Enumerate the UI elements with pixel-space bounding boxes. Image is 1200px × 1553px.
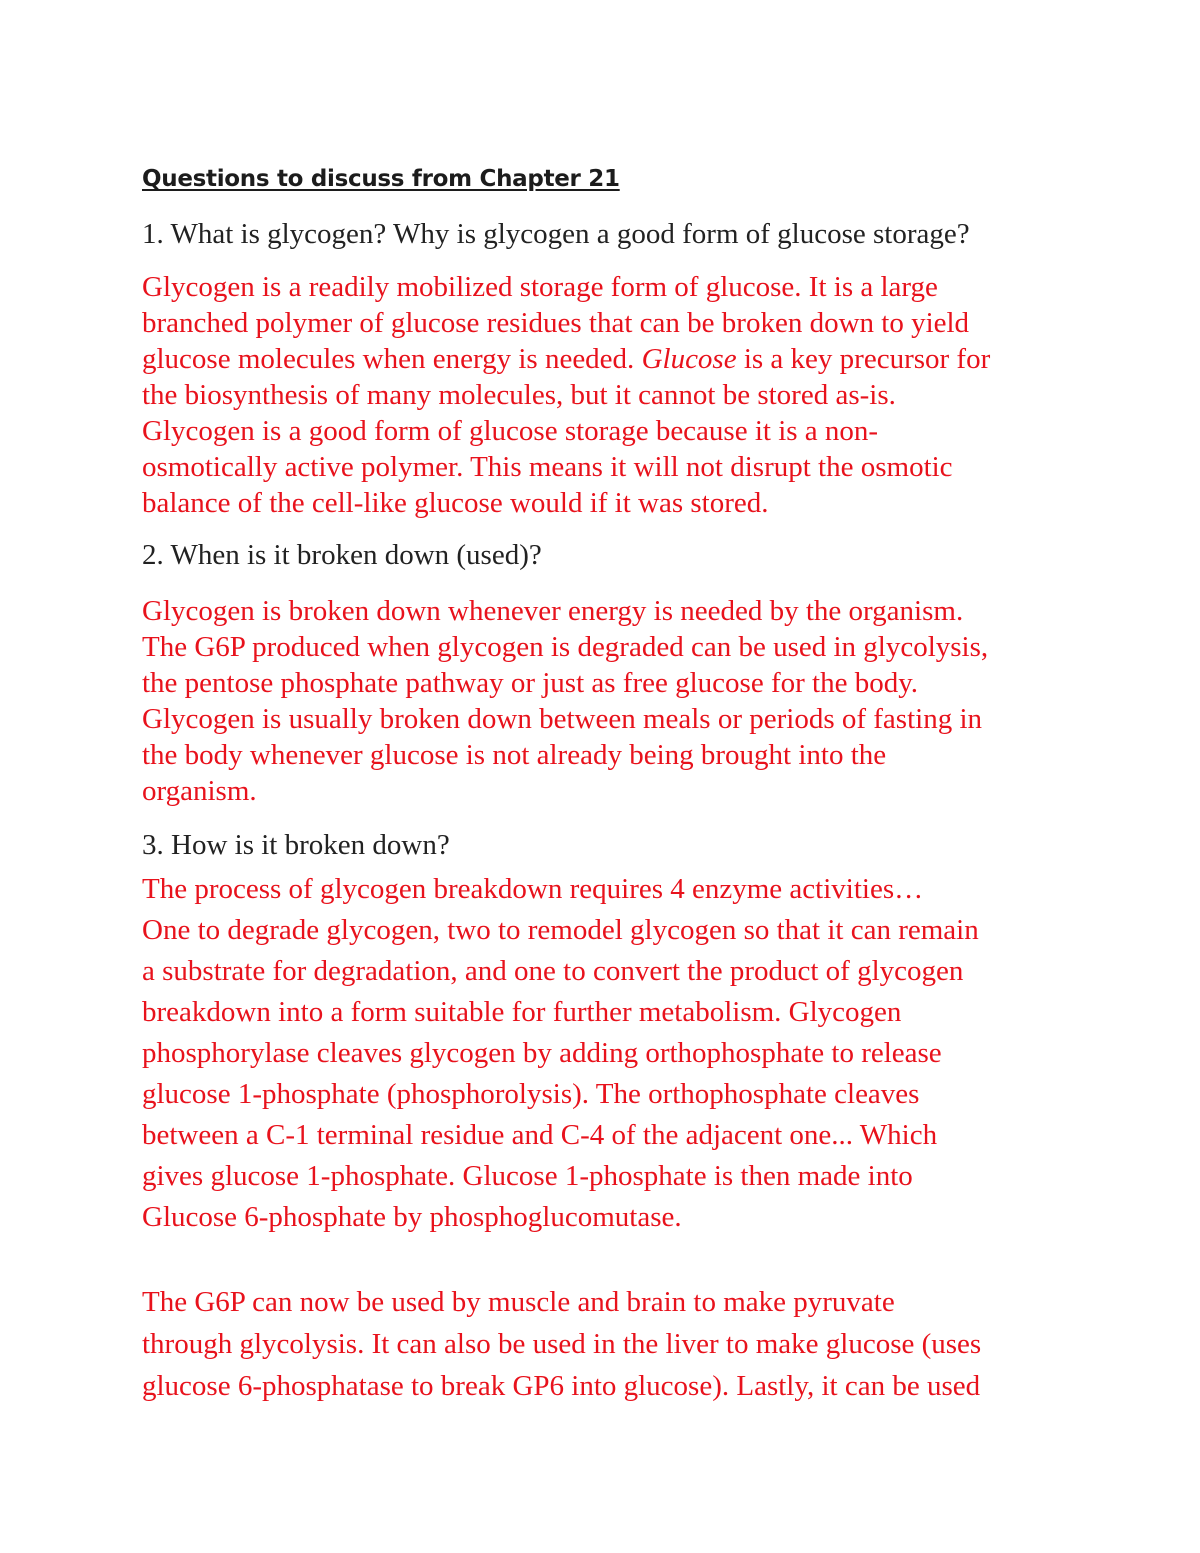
answer-line: glucose 6-phosphatase to break GP6 into glucose). Lastly, it can be used [142,1370,981,1402]
answer-line: Glucose 6-phosphate by phosphoglucomutase. [142,1201,682,1233]
question-2: 2. When is it broken down (used)? [142,539,542,571]
answer-3 [142,869,1082,1238]
answer-text: glucose molecules when energy is needed. [142,343,635,375]
answer-line: branched polymer of glucose residues that can be broken down to yield [142,307,970,339]
answer-line: One to degrade glycogen, two to remodel glycogen so that it can remain [142,914,979,946]
answer-1 [142,269,1082,521]
question-3: 3. How is it broken down? [142,829,450,861]
answer-line: a substrate for degradation, and one to convert the product of glycogen [142,955,964,987]
answer-line: The G6P produced when glycogen is degraded can be used in glycolysis, [142,631,989,663]
question-1: 1. What is glycogen? Why is glycogen a good form of glucose storage? [142,218,970,250]
answer-line: Glycogen is a good form of glucose storage because it is a non- [142,415,879,447]
answer-line: the biosynthesis of many molecules, but it cannot be stored as-is. [142,379,896,411]
answer-2 [142,593,1082,809]
italic-term: Glucose [641,343,737,375]
answer-line [142,341,1082,377]
answer-line: the pentose phosphate pathway or just as free glucose for the body. [142,667,919,699]
answer-line: breakdown into a form suitable for further metabolism. Glycogen [142,996,902,1028]
answer-line: the body whenever glucose is not already being brought into the [142,739,887,771]
answer-line: Glycogen is broken down whenever energy is needed by the organism. [142,595,964,627]
page-title: Questions to discuss from Chapter 21 [142,166,620,192]
answer-text: is a key precursor for [736,343,991,375]
answer-line: balance of the cell-like glucose would if it was stored. [142,487,769,519]
answer-line: between a C-1 terminal residue and C-4 of the adjacent one... Which [142,1119,938,1151]
answer-line: glucose 1-phosphate (phosphorolysis). The orthophosphate cleaves [142,1078,920,1110]
answer-line: phosphorylase cleaves glycogen by adding orthophosphate to release [142,1037,942,1069]
answer-line: Glycogen is a readily mobilized storage form of glucose. It is a large [142,271,938,303]
answer-line: osmotically active polymer. This means it will not disrupt the osmotic [142,451,953,483]
answer-line: gives glucose 1-phosphate. Glucose 1-phosphate is then made into [142,1160,913,1192]
answer-line: organism. [142,775,257,807]
answer-line: The process of glycogen breakdown requires 4 enzyme activities… [142,873,924,905]
answer-line: through glycolysis. It can also be used in the liver to make glucose (uses [142,1328,982,1360]
answer-3-continuation [142,1281,1082,1407]
answer-line: Glycogen is usually broken down between meals or periods of fasting in [142,703,983,735]
answer-line: The G6P can now be used by muscle and brain to make pyruvate [142,1286,895,1318]
